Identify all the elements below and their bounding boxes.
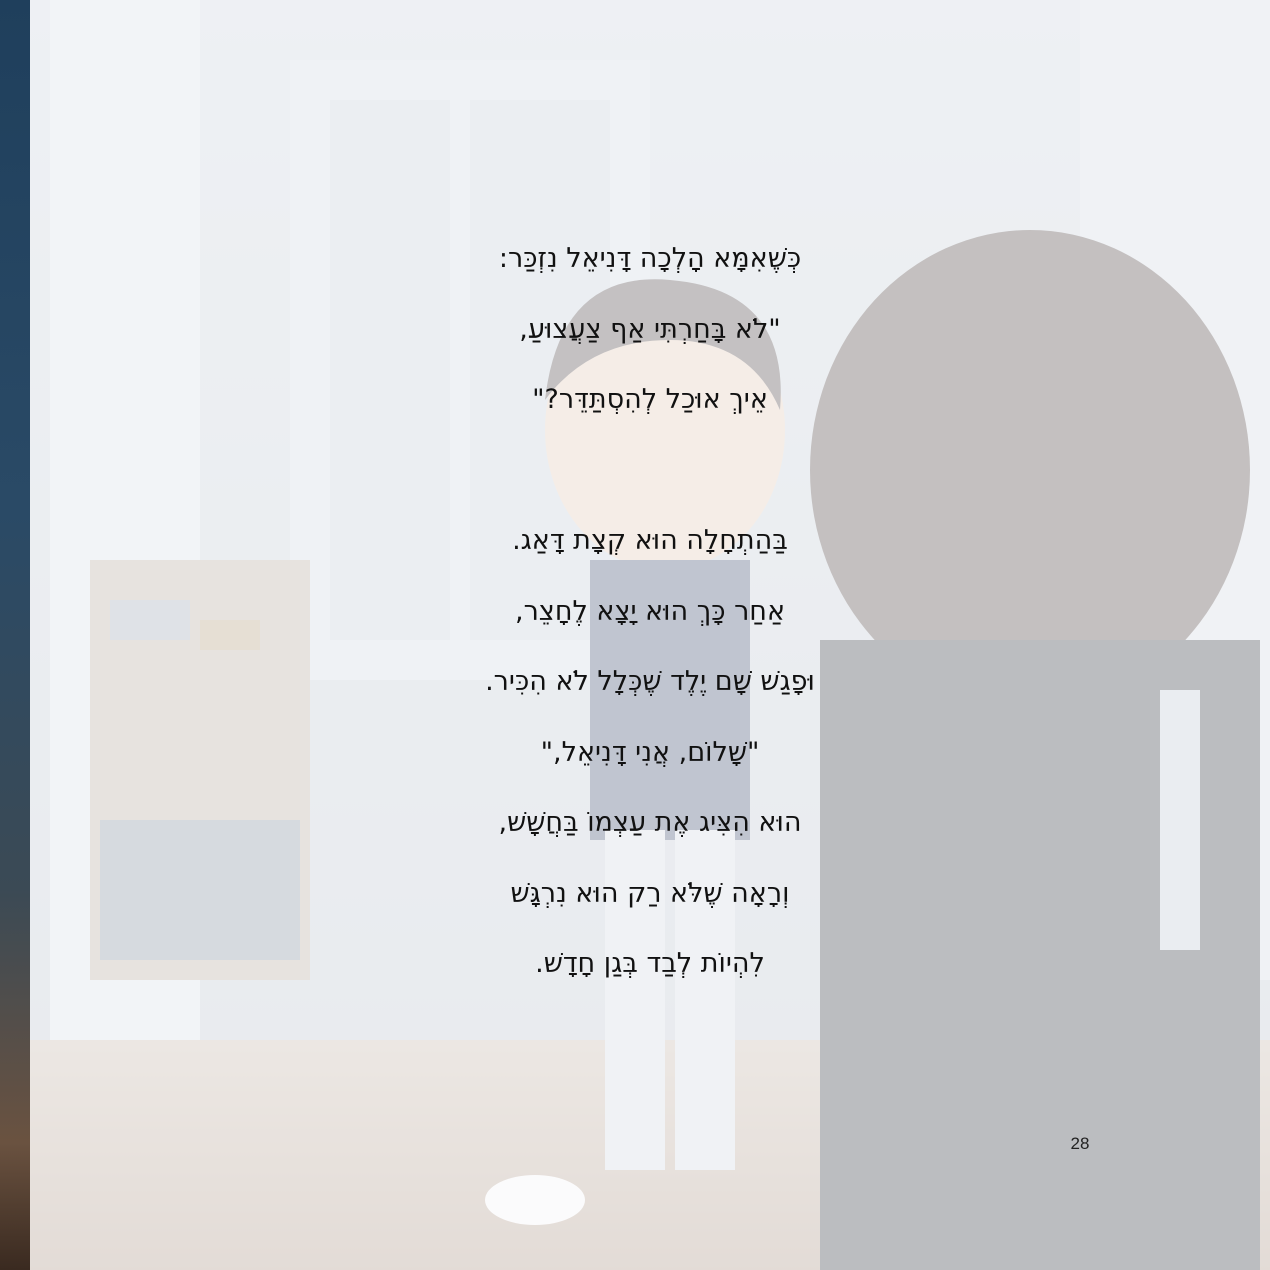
story-text	[30, 228, 1270, 1004]
book-edge	[0, 0, 30, 1270]
story-line: כְּשֶׁאִמָּא הָלְכָה דָּנִיאֵל נִזְכַּר:	[498, 243, 802, 274]
story-line: "שָׁלוֹם, אֲנִי דָּנִיאֵל,"	[540, 736, 760, 768]
story-line: בַּהַתְחָלָה הוּא קְצָת דָּאַג.	[512, 525, 788, 556]
page-number: 28	[1070, 1134, 1090, 1153]
story-line: וּפָגַשׁ שָׁם יֶלֶד שֶׁכְּלָל לֹא הִכִּיר.	[485, 666, 815, 697]
stanza-gap	[30, 440, 1270, 511]
story-line: אַחַר כָּךְ הוּא יָצָא לֶחָצֵר,	[514, 595, 785, 627]
story-line: הוּא הִצִּיג אֶת עַצְמוֹ בַּחֲשָׁשׁ,	[498, 807, 802, 838]
story-line: "לֹא בָּחַרְתִּי אַף צַעֲצוּעַ,	[519, 313, 781, 345]
story-line: לִהְיוֹת לְבַד בְּגַן חָדָשׁ.	[535, 948, 765, 979]
story-line: אֵיךְ אוּכַל לְהִסְתַּדֵּר?"	[532, 384, 768, 415]
story-line: וְרָאָה שֶׁלֹּא רַק הוּא נִרְגָּשׁ	[510, 877, 790, 909]
